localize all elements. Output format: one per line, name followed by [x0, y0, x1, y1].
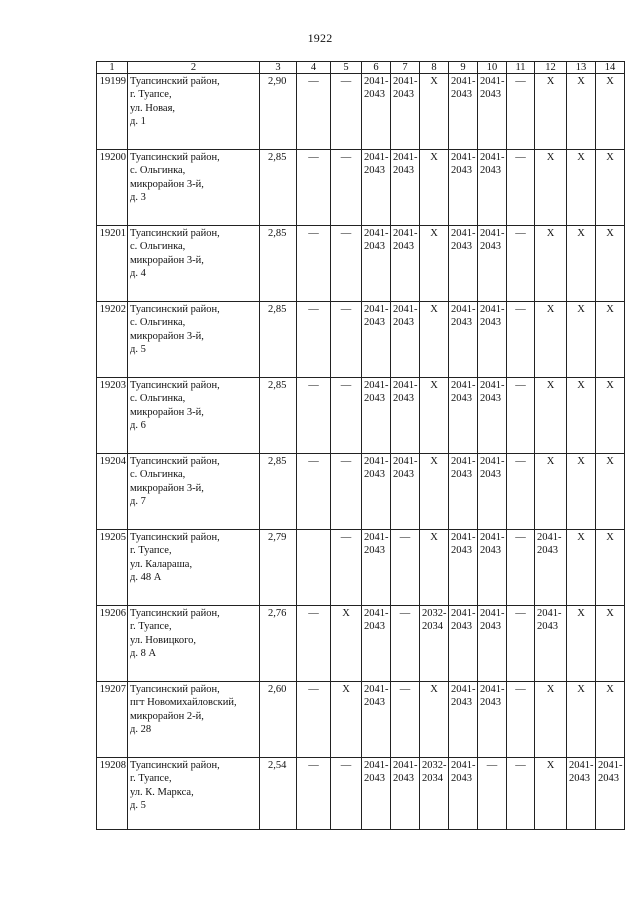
cell-col-13: X: [567, 606, 596, 682]
column-header-12: 12: [535, 62, 567, 74]
column-header-14: 14: [596, 62, 625, 74]
cell-col-11: —: [507, 530, 535, 606]
cell-col-9: 2041- 2043: [449, 606, 478, 682]
cell-col-8: 2032- 2034: [420, 606, 449, 682]
row-number-cell: 19199: [97, 74, 128, 150]
cell-col-12: X: [535, 150, 567, 226]
cell-col-9: 2041- 2043: [449, 302, 478, 378]
cell-col-10: 2041- 2043: [478, 454, 507, 530]
address-cell: Туапсинский район, с. Ольгинка, микрорайон 3-й, д. 3: [128, 150, 260, 226]
address-cell: Туапсинский район, г. Туапсе, ул. К. Маркса, д. 5: [128, 758, 260, 830]
cell-col-12: X: [535, 378, 567, 454]
cell-col-8: X: [420, 302, 449, 378]
cell-col-12: 2041- 2043: [535, 606, 567, 682]
table-row: [97, 302, 625, 378]
table-row: [97, 606, 625, 682]
cell-col-13: X: [567, 74, 596, 150]
table-row: [97, 226, 625, 302]
cell-col-12: X: [535, 226, 567, 302]
cell-col-5: —: [331, 74, 362, 150]
column-header-3: 3: [260, 62, 297, 74]
cell-col-5: —: [331, 758, 362, 830]
table-row: [97, 378, 625, 454]
cell-col-8: X: [420, 682, 449, 758]
address-cell: Туапсинский район, г. Туапсе, ул. Калараша, д. 48 А: [128, 530, 260, 606]
cell-col-14: X: [596, 150, 625, 226]
cell-col-14: X: [596, 454, 625, 530]
row-number-cell: 19206: [97, 606, 128, 682]
area-cell: 2,76: [260, 606, 297, 682]
row-number-cell: 19203: [97, 378, 128, 454]
cell-col-10: 2041- 2043: [478, 302, 507, 378]
table-row: [97, 454, 625, 530]
cell-col-11: —: [507, 226, 535, 302]
cell-col-8: X: [420, 226, 449, 302]
cell-col-10: 2041- 2043: [478, 226, 507, 302]
row-number-cell: 19205: [97, 530, 128, 606]
cell-col-4: —: [297, 606, 331, 682]
cell-col-13: 2041- 2043: [567, 758, 596, 830]
table-row: [97, 150, 625, 226]
cell-col-12: X: [535, 302, 567, 378]
cell-col-11: —: [507, 454, 535, 530]
cell-col-11: —: [507, 758, 535, 830]
address-cell: Туапсинский район, с. Ольгинка, микрорайон 3-й, д. 6: [128, 378, 260, 454]
column-header-4: 4: [297, 62, 331, 74]
cell-col-9: 2041- 2043: [449, 530, 478, 606]
cell-col-14: X: [596, 606, 625, 682]
cell-col-8: X: [420, 74, 449, 150]
column-header-5: 5: [331, 62, 362, 74]
cell-col-7: 2041- 2043: [391, 150, 420, 226]
cell-col-12: X: [535, 454, 567, 530]
cell-col-8: X: [420, 378, 449, 454]
area-cell: 2,60: [260, 682, 297, 758]
cell-col-5: —: [331, 302, 362, 378]
area-cell: 2,54: [260, 758, 297, 830]
column-header-9: 9: [449, 62, 478, 74]
cell-col-7: 2041- 2043: [391, 758, 420, 830]
cell-col-4: —: [297, 74, 331, 150]
cell-col-6: 2041- 2043: [362, 302, 391, 378]
cell-col-10: 2041- 2043: [478, 150, 507, 226]
cell-col-5: —: [331, 530, 362, 606]
cell-col-10: 2041- 2043: [478, 682, 507, 758]
cell-col-14: X: [596, 378, 625, 454]
cell-col-7: 2041- 2043: [391, 302, 420, 378]
cell-col-8: X: [420, 530, 449, 606]
cell-col-5: —: [331, 226, 362, 302]
cell-col-12: 2041- 2043: [535, 530, 567, 606]
cell-col-5: —: [331, 150, 362, 226]
cell-col-9: 2041- 2043: [449, 378, 478, 454]
column-header-1: 1: [97, 62, 128, 74]
address-cell: Туапсинский район, с. Ольгинка, микрорайон 3-й, д. 4: [128, 226, 260, 302]
cell-col-4: [297, 530, 331, 606]
cell-col-9: 2041- 2043: [449, 454, 478, 530]
cell-col-7: —: [391, 530, 420, 606]
cell-col-6: 2041- 2043: [362, 758, 391, 830]
cell-col-9: 2041- 2043: [449, 74, 478, 150]
cell-col-14: X: [596, 226, 625, 302]
area-cell: 2,79: [260, 530, 297, 606]
cell-col-13: X: [567, 454, 596, 530]
row-number-cell: 19204: [97, 454, 128, 530]
page-number: 1922: [307, 31, 333, 45]
cell-col-8: X: [420, 150, 449, 226]
row-number-cell: 19200: [97, 150, 128, 226]
cell-col-14: X: [596, 530, 625, 606]
cell-col-9: 2041- 2043: [449, 150, 478, 226]
cell-col-7: —: [391, 682, 420, 758]
housing-registry-table: [96, 61, 625, 830]
cell-col-9: 2041- 2043: [449, 226, 478, 302]
column-header-8: 8: [420, 62, 449, 74]
cell-col-10: 2041- 2043: [478, 378, 507, 454]
area-cell: 2,85: [260, 378, 297, 454]
cell-col-10: —: [478, 758, 507, 830]
address-cell: Туапсинский район, с. Ольгинка, микрорайон 3-й, д. 7: [128, 454, 260, 530]
cell-col-6: 2041- 2043: [362, 606, 391, 682]
cell-col-11: —: [507, 606, 535, 682]
cell-col-5: —: [331, 454, 362, 530]
table-row: [97, 758, 625, 830]
cell-col-4: —: [297, 758, 331, 830]
table-row: [97, 530, 625, 606]
cell-col-13: X: [567, 682, 596, 758]
row-number-cell: 19201: [97, 226, 128, 302]
row-number-cell: 19207: [97, 682, 128, 758]
cell-col-11: —: [507, 74, 535, 150]
cell-col-11: —: [507, 150, 535, 226]
cell-col-10: 2041- 2043: [478, 74, 507, 150]
cell-col-14: 2041- 2043: [596, 758, 625, 830]
cell-col-6: 2041- 2043: [362, 150, 391, 226]
cell-col-14: X: [596, 302, 625, 378]
column-header-11: 11: [507, 62, 535, 74]
column-header-7: 7: [391, 62, 420, 74]
column-header-13: 13: [567, 62, 596, 74]
cell-col-4: —: [297, 378, 331, 454]
cell-col-4: —: [297, 226, 331, 302]
address-cell: Туапсинский район, г. Туапсе, ул. Новицкого, д. 8 А: [128, 606, 260, 682]
area-cell: 2,85: [260, 150, 297, 226]
cell-col-12: X: [535, 74, 567, 150]
table-row: [97, 74, 625, 150]
area-cell: 2,85: [260, 302, 297, 378]
cell-col-6: 2041- 2043: [362, 74, 391, 150]
cell-col-6: 2041- 2043: [362, 530, 391, 606]
cell-col-6: 2041- 2043: [362, 226, 391, 302]
area-cell: 2,90: [260, 74, 297, 150]
address-cell: Туапсинский район, с. Ольгинка, микрорайон 3-й, д. 5: [128, 302, 260, 378]
cell-col-9: 2041- 2043: [449, 682, 478, 758]
cell-col-6: 2041- 2043: [362, 454, 391, 530]
cell-col-4: —: [297, 150, 331, 226]
cell-col-7: 2041- 2043: [391, 226, 420, 302]
cell-col-13: X: [567, 150, 596, 226]
cell-col-13: X: [567, 378, 596, 454]
cell-col-4: —: [297, 454, 331, 530]
cell-col-10: 2041- 2043: [478, 606, 507, 682]
row-number-cell: 19208: [97, 758, 128, 830]
cell-col-9: 2041- 2043: [449, 758, 478, 830]
header-row: [97, 62, 625, 74]
cell-col-4: —: [297, 302, 331, 378]
address-cell: Туапсинский район, пгт Новомихайловский, микрорайон 2-й, д. 28: [128, 682, 260, 758]
cell-col-11: —: [507, 302, 535, 378]
area-cell: 2,85: [260, 226, 297, 302]
cell-col-5: X: [331, 606, 362, 682]
cell-col-13: X: [567, 226, 596, 302]
cell-col-7: 2041- 2043: [391, 378, 420, 454]
cell-col-5: —: [331, 378, 362, 454]
cell-col-7: —: [391, 606, 420, 682]
cell-col-4: —: [297, 682, 331, 758]
cell-col-12: X: [535, 758, 567, 830]
row-number-cell: 19202: [97, 302, 128, 378]
cell-col-6: 2041- 2043: [362, 682, 391, 758]
column-header-6: 6: [362, 62, 391, 74]
cell-col-8: 2032- 2034: [420, 758, 449, 830]
cell-col-12: X: [535, 682, 567, 758]
table-row: [97, 682, 625, 758]
cell-col-7: 2041- 2043: [391, 454, 420, 530]
cell-col-13: X: [567, 530, 596, 606]
column-header-10: 10: [478, 62, 507, 74]
area-cell: 2,85: [260, 454, 297, 530]
cell-col-11: —: [507, 682, 535, 758]
cell-col-11: —: [507, 378, 535, 454]
address-cell: Туапсинский район, г. Туапсе, ул. Новая, д. 1: [128, 74, 260, 150]
cell-col-7: 2041- 2043: [391, 74, 420, 150]
cell-col-8: X: [420, 454, 449, 530]
table-body: [97, 74, 625, 830]
cell-col-13: X: [567, 302, 596, 378]
cell-col-14: X: [596, 74, 625, 150]
cell-col-10: 2041- 2043: [478, 530, 507, 606]
cell-col-5: X: [331, 682, 362, 758]
column-header-2: 2: [128, 62, 260, 74]
cell-col-6: 2041- 2043: [362, 378, 391, 454]
cell-col-14: X: [596, 682, 625, 758]
